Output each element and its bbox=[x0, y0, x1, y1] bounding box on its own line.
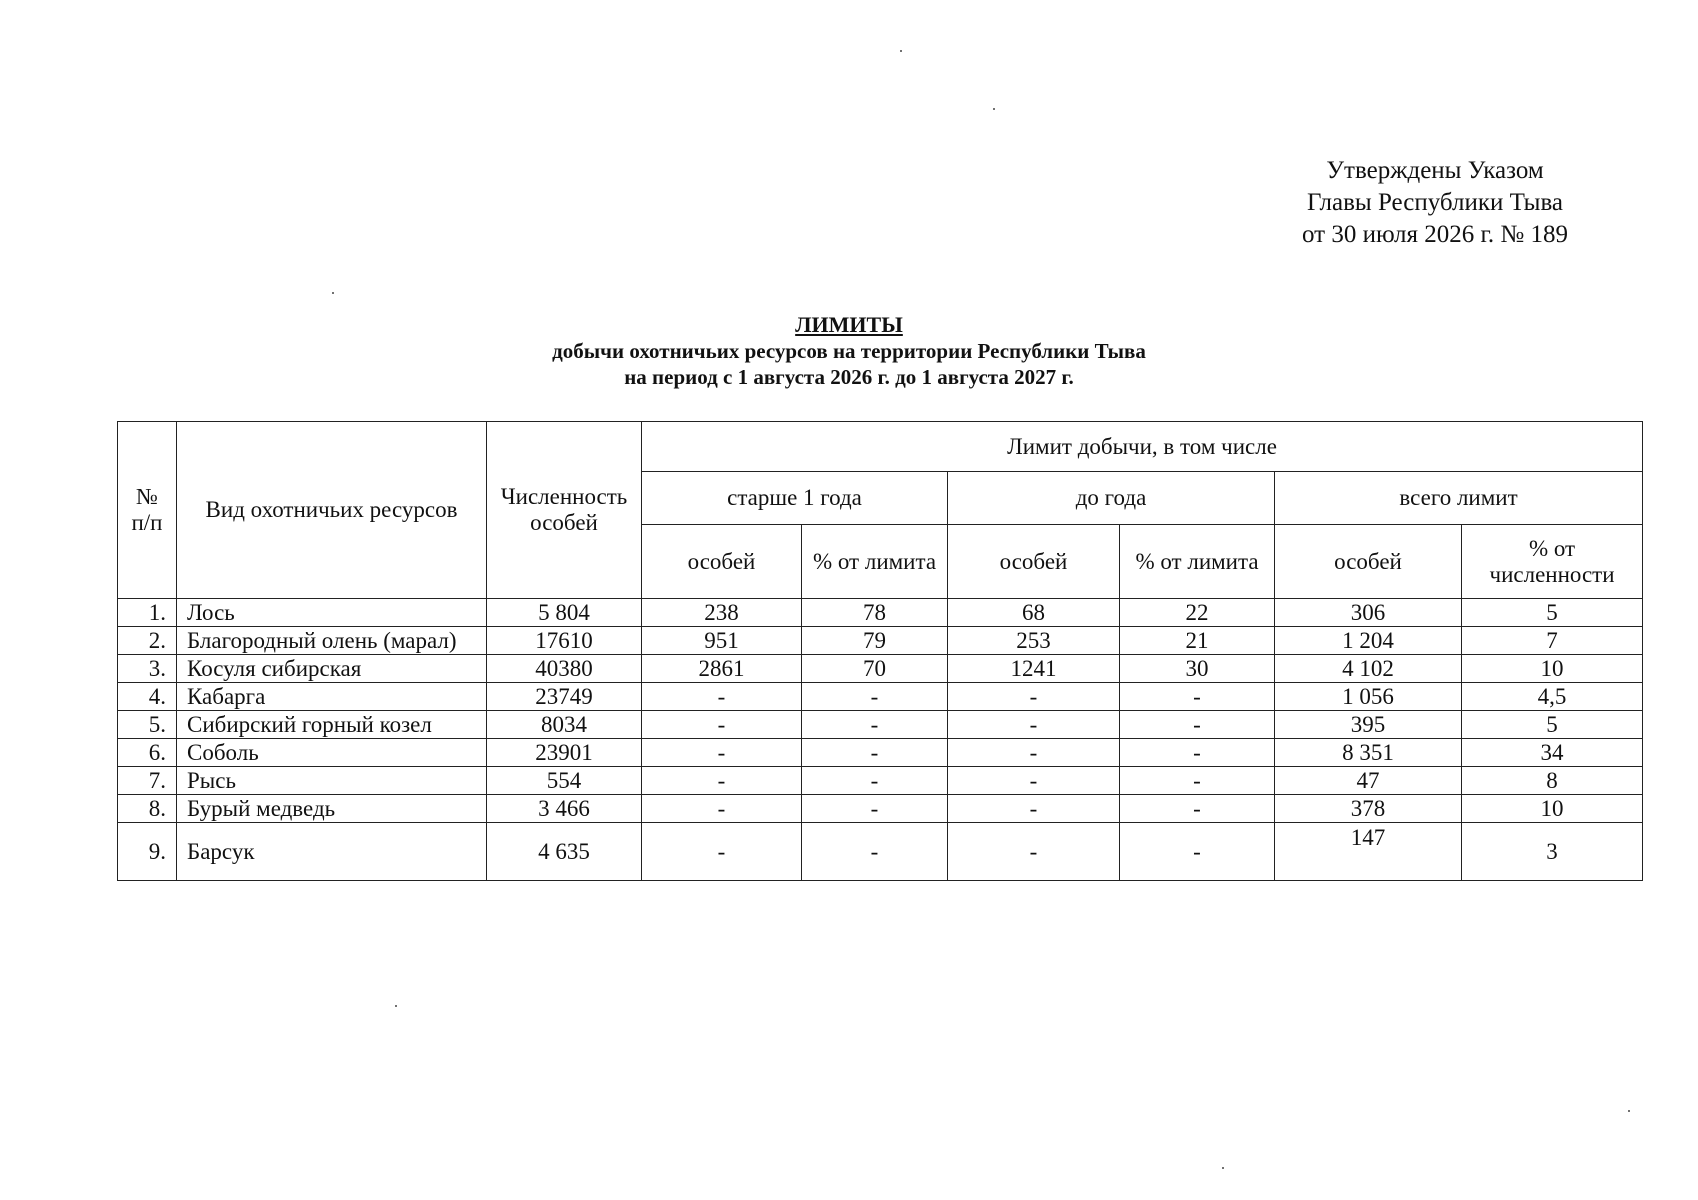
cell-total-count: 47 bbox=[1275, 767, 1462, 795]
header-total: всего лимит bbox=[1275, 472, 1643, 525]
table-row bbox=[118, 599, 1643, 627]
header-older: старше 1 года bbox=[642, 472, 948, 525]
cell-older-count: 238 bbox=[642, 599, 802, 627]
cell-population: 40380 bbox=[487, 655, 642, 683]
cell-total-pct: 3 bbox=[1462, 823, 1643, 881]
cell-young-count: - bbox=[948, 739, 1120, 767]
limits-table bbox=[117, 421, 1643, 881]
header-total-pct: % от численности bbox=[1462, 525, 1643, 599]
header-population: Численность особей bbox=[487, 422, 642, 599]
cell-num: 1. bbox=[118, 599, 177, 627]
approval-line-1: Утверждены Указом bbox=[1326, 157, 1544, 184]
cell-older-count: - bbox=[642, 711, 802, 739]
cell-total-count: 8 351 bbox=[1275, 739, 1462, 767]
cell-young-count: - bbox=[948, 767, 1120, 795]
cell-num: 2. bbox=[118, 627, 177, 655]
cell-species: Сибирский горный козел bbox=[177, 711, 487, 739]
scan-speck bbox=[900, 50, 902, 52]
cell-population: 554 bbox=[487, 767, 642, 795]
table-row bbox=[118, 739, 1643, 767]
cell-population: 17610 bbox=[487, 627, 642, 655]
cell-total-pct: 8 bbox=[1462, 767, 1643, 795]
cell-older-pct: - bbox=[802, 795, 948, 823]
cell-species: Соболь bbox=[177, 739, 487, 767]
cell-num: 4. bbox=[118, 683, 177, 711]
approval-stamp-block bbox=[1240, 155, 1630, 251]
cell-young-pct: - bbox=[1120, 823, 1275, 881]
document-title: ЛИМИТЫ bbox=[795, 312, 903, 337]
cell-older-pct: 70 bbox=[802, 655, 948, 683]
cell-older-pct: - bbox=[802, 683, 948, 711]
cell-young-pct: 21 bbox=[1120, 627, 1275, 655]
cell-young-pct: - bbox=[1120, 739, 1275, 767]
cell-species: Бурый медведь bbox=[177, 795, 487, 823]
cell-species: Барсук bbox=[177, 823, 487, 881]
cell-population: 4 635 bbox=[487, 823, 642, 881]
cell-young-count: - bbox=[948, 683, 1120, 711]
cell-older-pct: - bbox=[802, 767, 948, 795]
header-num: № п/п bbox=[118, 422, 177, 599]
cell-total-pct: 34 bbox=[1462, 739, 1643, 767]
header-older-count: особей bbox=[642, 525, 802, 599]
header-total-count: особей bbox=[1275, 525, 1462, 599]
cell-young-pct: 30 bbox=[1120, 655, 1275, 683]
scan-speck bbox=[332, 292, 334, 294]
scan-speck bbox=[1222, 1167, 1224, 1169]
cell-young-count: 253 bbox=[948, 627, 1120, 655]
scan-speck bbox=[993, 108, 995, 110]
cell-species: Косуля сибирская bbox=[177, 655, 487, 683]
cell-young-count: 1241 bbox=[948, 655, 1120, 683]
cell-num: 5. bbox=[118, 711, 177, 739]
cell-total-count: 395 bbox=[1275, 711, 1462, 739]
header-older-pct: % от лимита bbox=[802, 525, 948, 599]
cell-total-pct: 10 bbox=[1462, 655, 1643, 683]
cell-total-count: 147 bbox=[1275, 823, 1462, 881]
cell-population: 23749 bbox=[487, 683, 642, 711]
cell-older-count: - bbox=[642, 823, 802, 881]
cell-num: 7. bbox=[118, 767, 177, 795]
cell-total-pct: 7 bbox=[1462, 627, 1643, 655]
document-heading bbox=[0, 312, 1698, 390]
cell-older-pct: 79 bbox=[802, 627, 948, 655]
cell-young-count: - bbox=[948, 795, 1120, 823]
header-young-pct: % от лимита bbox=[1120, 525, 1275, 599]
document-subtitle-1: добычи охотничьих ресурсов на территории Республики Тыва bbox=[552, 339, 1146, 363]
scan-speck bbox=[1628, 1110, 1630, 1112]
approval-line-3: от 30 июля 2026 г. № 189 bbox=[1301, 221, 1569, 248]
cell-total-count: 1 204 bbox=[1275, 627, 1462, 655]
cell-species: Рысь bbox=[177, 767, 487, 795]
cell-total-pct: 5 bbox=[1462, 711, 1643, 739]
cell-young-pct: - bbox=[1120, 795, 1275, 823]
cell-total-count: 306 bbox=[1275, 599, 1462, 627]
table-row bbox=[118, 655, 1643, 683]
cell-young-count: - bbox=[948, 823, 1120, 881]
cell-total-count: 4 102 bbox=[1275, 655, 1462, 683]
table-row bbox=[118, 795, 1643, 823]
cell-older-count: - bbox=[642, 683, 802, 711]
document-subtitle-2: на период с 1 августа 2026 г. до 1 августа 2027 г. bbox=[624, 365, 1074, 389]
cell-young-pct: 22 bbox=[1120, 599, 1275, 627]
cell-num: 8. bbox=[118, 795, 177, 823]
cell-total-pct: 10 bbox=[1462, 795, 1643, 823]
header-young: до года bbox=[948, 472, 1275, 525]
cell-num: 6. bbox=[118, 739, 177, 767]
table-row bbox=[118, 683, 1643, 711]
cell-older-pct: - bbox=[802, 823, 948, 881]
table-row bbox=[118, 767, 1643, 795]
cell-older-count: - bbox=[642, 767, 802, 795]
header-limit-group: Лимит добычи, в том числе bbox=[642, 422, 1643, 472]
cell-population: 8034 bbox=[487, 711, 642, 739]
cell-young-pct: - bbox=[1120, 683, 1275, 711]
cell-species: Лось bbox=[177, 599, 487, 627]
cell-population: 5 804 bbox=[487, 599, 642, 627]
cell-species: Благородный олень (марал) bbox=[177, 627, 487, 655]
table-row bbox=[118, 823, 1643, 881]
cell-young-pct: - bbox=[1120, 711, 1275, 739]
cell-population: 3 466 bbox=[487, 795, 642, 823]
cell-older-pct: 78 bbox=[802, 599, 948, 627]
table-row bbox=[118, 711, 1643, 739]
scan-speck bbox=[395, 1005, 397, 1007]
header-species: Вид охотничьих ресурсов bbox=[177, 422, 487, 599]
table-row bbox=[118, 627, 1643, 655]
cell-older-count: - bbox=[642, 795, 802, 823]
cell-older-count: - bbox=[642, 739, 802, 767]
cell-total-count: 378 bbox=[1275, 795, 1462, 823]
cell-older-pct: - bbox=[802, 739, 948, 767]
cell-older-pct: - bbox=[802, 711, 948, 739]
cell-total-pct: 4,5 bbox=[1462, 683, 1643, 711]
cell-num: 9. bbox=[118, 823, 177, 881]
cell-young-count: - bbox=[948, 711, 1120, 739]
cell-species: Кабарга bbox=[177, 683, 487, 711]
cell-older-count: 2861 bbox=[642, 655, 802, 683]
approval-line-2: Главы Республики Тыва bbox=[1306, 189, 1564, 216]
cell-older-count: 951 bbox=[642, 627, 802, 655]
header-young-count: особей bbox=[948, 525, 1120, 599]
cell-young-pct: - bbox=[1120, 767, 1275, 795]
cell-total-count: 1 056 bbox=[1275, 683, 1462, 711]
cell-total-pct: 5 bbox=[1462, 599, 1643, 627]
cell-population: 23901 bbox=[487, 739, 642, 767]
cell-young-count: 68 bbox=[948, 599, 1120, 627]
cell-num: 3. bbox=[118, 655, 177, 683]
